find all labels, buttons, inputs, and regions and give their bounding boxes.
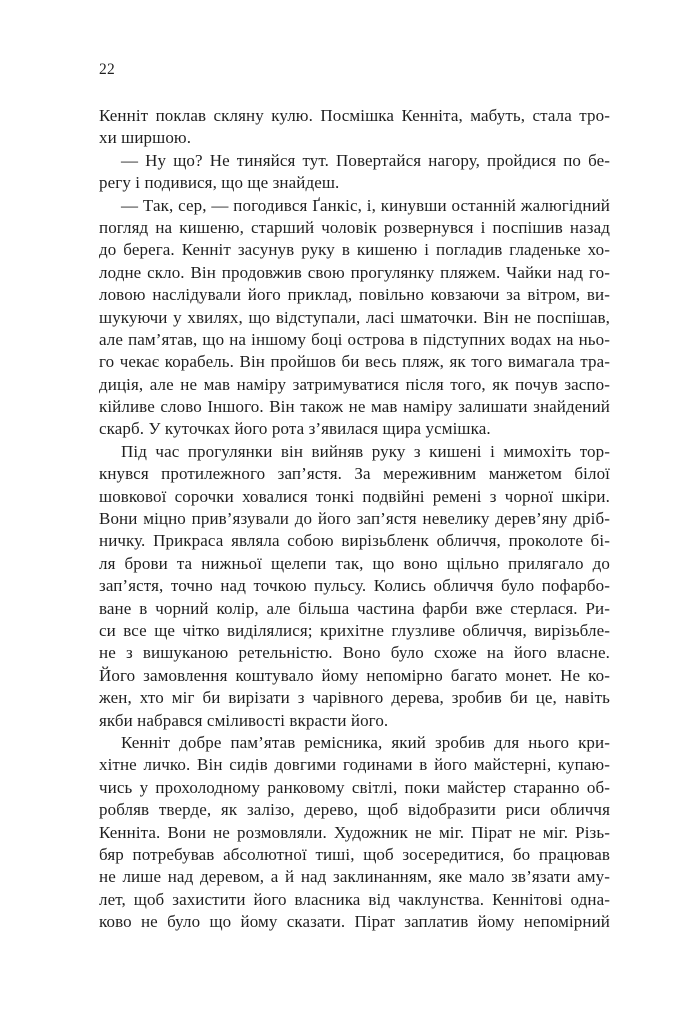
text-line: регу і подивися, що ще знайдеш. <box>99 173 340 193</box>
text-line: го чекає корабель. Він пройшов би весь пляж, як того вимагала тра- <box>99 352 610 372</box>
text-line: Кенніта. Вони не розмовляли. Художник не міг. Пірат не міг. Різь- <box>99 822 610 842</box>
paragraph <box>99 441 610 732</box>
text-line: ля брови та нижньої щелепи так, що воно щільно прилягало до <box>99 553 610 573</box>
text-line: Вони міцно прив’язували до його зап’ястя невелику дерев’яну дріб- <box>99 509 610 529</box>
text-line: шукуючи у хвилях, що відступали, ласі шматочки. Він не поспішав, <box>99 307 610 327</box>
paragraph <box>99 195 610 441</box>
text-line: си все ще чітко виділялися; крихітне глузливе обличчя, вирізьбле- <box>99 620 610 640</box>
text-line: хи ширшою. <box>99 128 192 148</box>
page-number: 22 <box>99 61 116 78</box>
text-line: не з вишуканою ретельністю. Воно було схоже на його власне. <box>99 643 610 663</box>
text-line: кнувся протилежного зап’ястя. За мереживним манжетом білої <box>99 464 610 484</box>
text-line: — Так, сер, — погодився Ґанкіс, і, кинувши останній жалюгідний <box>121 195 610 215</box>
text-line: не лише над деревом, а й над заклинанням, яке мало зв’язати аму- <box>99 867 610 887</box>
text-line: ловою наслідували його приклад, повільно ковзаючи за вітром, ви- <box>99 285 610 305</box>
paragraph <box>99 732 610 934</box>
text-line: бяр потребував абсолютної тиші, щоб зосередитися, бо працював <box>99 844 610 864</box>
text-line: лет, щоб захистити його власника від чаклунства. Кеннітові одна- <box>99 889 610 909</box>
text-line: скарб. У куточках його рота з’явилася щира усмішка. <box>99 419 491 439</box>
text-line: ково не було що йому сказати. Пірат заплатив йому непомірний <box>99 912 610 932</box>
text-line: кійливе слово Іншого. Він також не мав наміру залишати знайдений <box>99 397 610 417</box>
text-line: — Ну що? Не тиняйся тут. Повертайся нагору, пройдися по бе- <box>121 150 610 170</box>
text-line: Його замовлення коштувало йому непомірно багато монет. Не ко- <box>99 665 610 685</box>
text-line: чись у прохолодному ранковому світлі, поки майстер старанно об- <box>99 777 610 797</box>
text-line: якби набрався сміливості вкрасти його. <box>99 710 389 730</box>
text-line: погляд на кишеню, старший чоловік розвернувся і поспішив назад <box>99 217 610 237</box>
text-line: Під час прогулянки він вийняв руку з кишені і мимохіть тор- <box>121 441 610 461</box>
text-line: лодне скло. Він продовжив свою прогулянку пляжем. Чайки над го- <box>99 262 610 282</box>
text-line: диція, але не мав наміру затримуватися після того, як почув заспо- <box>99 374 610 394</box>
text-line: Кенніт добре пам’ятав ремісника, який зробив для нього кри- <box>121 732 610 752</box>
text-line: робляв тверде, як залізо, дерево, щоб відобразити риси обличчя <box>99 800 610 820</box>
text-line: шовкової сорочки ховалися тонкі подвійні ремені з чорної шкіри. <box>99 486 610 506</box>
text-line: хітне личко. Він сидів довгими годинами в його майстерні, купаю- <box>99 755 610 775</box>
text-line: ване в чорний колір, але більша частина фарби вже стерлася. Ри- <box>99 598 610 618</box>
text-line: жен, хто міг би вирізати з чарівного дерева, зробив би це, навіть <box>99 688 610 708</box>
text-line: але пам’ятав, що на іншому боці острова в підступних водах на ньо- <box>99 329 610 349</box>
page-text <box>99 105 610 933</box>
paragraph <box>99 105 610 150</box>
text-line: до берега. Кенніт засунув руку в кишеню і погладив гладеньке хо- <box>99 240 610 260</box>
text-line: ничку. Прикраса являла собою вирізьбленк обличчя, проколоте бі- <box>99 531 610 551</box>
text-line: зап’ястя, точно над точкою пульсу. Колись обличчя було пофарбо- <box>99 576 610 596</box>
paragraph <box>99 150 610 195</box>
text-line: Кенніт поклав скляну кулю. Посмішка Кенніта, мабуть, стала тро- <box>99 106 610 125</box>
